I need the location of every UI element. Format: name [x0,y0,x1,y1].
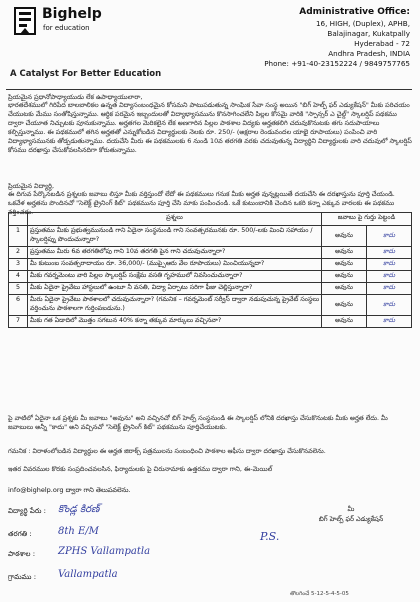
class-label: తరగతి : [8,530,32,538]
answer-yes[interactable]: అవును [322,271,367,283]
brand-subtitle: for education [43,24,90,32]
class-row [8,526,99,540]
office-line: 16, HIGH, (Duplex), APHB, [315,19,410,28]
answer-no-checked[interactable]: కాదు [367,271,412,283]
signature: P.S. [260,530,280,543]
village-label: గ్రామము : [8,573,37,581]
header-divider [6,89,412,90]
village-row [8,569,118,583]
table-header-questions: ప్రశ్నలు [28,213,322,226]
note-text: గమనిక : విరాళంలోబడిన విద్యార్థుల ఈ అర్హత జిరాక్స్ పత్రములను సంబంధించి పాఠశాల ఆఫీసు ద్వారా దరఖాస్తు చేసుకొనవలెను. [8,447,326,455]
table-row [9,247,412,259]
question-text: మీకు గవర్నమెంటు వారి పిల్లల స్కాలర్షిప్ సంక్షేమ వసతి గృహములో నివసించుచున్నారా? [28,271,322,283]
letterhead [8,6,412,86]
signer-org: బిగ్ హెల్ప్ ఫర్ ఎడ్యుకేషన్ [318,515,384,523]
table-row [9,226,412,247]
question-text: ప్రస్తుతము మీరు 6వ తరగతిలోపు గాని 10వ తరగతి పైన గాని చదువుచున్నారా? [28,247,322,259]
office-phone: Phone: +91-40-23152224 / 9849757765 [264,59,410,68]
table-header-answer: జవాబు పై గుర్తు పెట్టండి [322,213,412,226]
row-number: 5 [9,283,28,295]
office-line: Andhra Pradesh, INDIA [328,49,410,58]
letter-body-2: ఈ దిగువ పేర్కొనబడిన ప్రశ్నలకు జవాబు లిస్తూ మీకు వర్తిస్తుందో లేదో ఈ పథకములు గనుక మీకు అర్హత వున్నట్లయితే దయచేసి ఈ దరఖాస్తును పూర్తి చేయండి. ఒకవేళ అర్హతను పొందినచో "సెలెక్ట్ ట్రైనింగ్ కిట్" పథకమును పూర్తి చేసి మాకు పంపించండి. ఒకే కుటుంబానికి చెందిన ఒకరి కన్నా ఎక్కువ వారలకు ఈ పథకము వర్తించదు. [8,190,395,216]
answer-yes[interactable]: అవును [322,316,367,328]
answer-yes[interactable]: అవును [322,226,367,247]
row-number: 1 [9,226,28,247]
letter-body-1: భారతదేశములో గిరిపేద బాలబాలికల ఉన్నత విద్యాసంబంధమైన కోసమని పాటుపడుతున్న సాంఘిక సేవా సంస్థ అయిన "బిగ్ హెల్ప్ ఫర్ ఎడ్యుకేషన్" మీకు పరిచయం చేయుటకు మేము సంతోషిస్తున్నాము. ఆర్థిక పరమైన ఇబ్బందులతో విద్యాభ్యాసమును కొనసాగించలేని పిల్లల కోసమై వారికి "స్పాన్సర్ ఎ చైల్డ్" స్కాలర్షిప్ పథకము ద్వారా చేయూత నిచ్చుటకు పూనుకున్నాము. అర్హతగల మెరికలైన లేక అణగారిన పిల్లల పాఠశాల విద్యకు అర్హతకలిగి చదువుకొనుటకు తగు సదుపాయాలు కల్పిస్తున్నాము. ఈ పథకములో తగిన అర్హతతో ఎన్నుకోబడిన విద్యార్థులకు నెలకు రూ. 250/- (అక్షరాల రెండువందల యాభై రూపాయలు) పంపించి వారి విద్యాభ్యాసమునకు తోడ్పడుతున్నాము. దయచేసి మీరు ఈ పథకములకు 6 నుండి 10వ తరగతి వరకు చదువుతున్న విద్యార్థిని విద్యార్థులకు వారి చదువులో స్కాలర్షిప్ కోసము దరఖాస్తు చేసుకోవలసినదిగా కోరుతున్నాము. [8,101,412,154]
row-number: 7 [9,316,28,328]
answer-yes[interactable]: అవును [322,259,367,271]
row-number: 3 [9,259,28,271]
table-row [9,259,412,271]
salutation-teachers: ప్రియమైన ప్రధానోపాధ్యాయుడు లేక ఉపాధ్యాయులారా, [8,93,143,101]
office-title: Administrative Office: [299,7,410,17]
signer-block [296,505,406,525]
table-header-row [9,213,412,226]
salutation-student: ప్రియమైన విద్యార్థి, [8,182,54,190]
table-header [9,213,28,226]
office-line: Balajinagar, Kukatpally [327,29,410,38]
signer-label: మీ [347,505,355,513]
table-row [9,295,412,316]
answer-yes[interactable]: అవును [322,295,367,316]
answer-no-checked[interactable]: కాదు [367,247,412,259]
village-field[interactable]: Vallampatla [58,569,118,580]
row-number: 2 [9,247,28,259]
student-name-label: విద్యార్థి పేరు : [8,507,46,515]
question-text: మీ కుటుంబ సంవత్సరాదాయం రూ. 36,000/- (ముప్పైఆరు వేల రూపాయలు) మించియున్నదా? [28,259,322,271]
row-number: 4 [9,271,28,283]
office-address [220,7,410,69]
footer-note: తొలగించే 5-12-5-4-5-05 [290,591,349,597]
question-text: మీరు ఏదైనా ప్రైవేటు పాఠశాలలో చదువుచున్నారా? (గమనిక – గవర్నమెంట్ సర్వీస్ ద్వారా నడుపుచున్న ప్రైవేట్ సంస్థలు వర్తించును పాఠశాలగా గుర్తింపబడును.) [28,295,322,316]
class-field[interactable]: 8th E/M [58,526,99,537]
answer-no-checked[interactable]: కాదు [367,295,412,316]
office-line: Hyderabad - 72 [354,39,410,48]
question-text: మీకు ఏదైనా ప్రైవేటు హాస్టలులో ఉంటూ నీ వసతి, విద్యా ఏర్పాటు సరిగా ఫీజు చెల్లిస్తున్నారా? [28,283,322,295]
student-name-field[interactable]: కొండ్ల కిరణ్ [58,504,100,515]
row-number: 6 [9,295,28,316]
table-row [9,271,412,283]
bighelp-logo-icon [12,6,38,36]
table-row [9,283,412,295]
instructions-text: పై వాటిలో ఏదైనా ఒక ప్రశ్నకు మీ జవాబు "అవును" అని వచ్చినచో బిగ్ హెల్ప్ సంస్థనుండి ఈ స్కాలర్షిప్ లోనికి దరఖాస్తు చేసుకొనుటకు మీకు అర్హత లేదు. మీ జవాబులు అన్నీ "కాదు" అని వచ్చినచో "సెలెక్ట్ ట్రైనింగ్ కిట్" పథకమును పూర్తిచేయుటకు. [8,414,388,431]
contact-text: ఇతర వివరముల కొరకు సంప్రదించవలసిన, ఫిర్యాదులకు పై చిరునామాకు ఉత్తరము ద్వారా గాని, ఈ-మెయిల్ [8,465,273,473]
school-field[interactable]: ZPHS Vallampatla [58,546,151,557]
contact-email: info@bighelp.org ద్వారా గాని తెలుపవలెను. [8,486,131,494]
answer-no-checked[interactable]: కాదు [367,283,412,295]
student-name-row [8,504,100,517]
answer-no-checked[interactable]: కాదు [367,259,412,271]
question-text: ప్రస్తుతము మీకు ప్రభుత్వమునుండి గాని ఏదైనా సంస్థనుండి గాని సంవత్సరమునకు రూ. 500/-లకు మించి సహాయం / స్కాలర్షిప్ను పొందుచున్నారా? [28,226,322,247]
answer-no-checked[interactable]: కాదు [367,316,412,328]
table-row [9,316,412,328]
school-row [8,546,151,560]
brand-name: Bighelp [42,6,102,22]
school-label: పాఠశాల : [8,550,36,558]
answer-no-checked[interactable]: కాదు [367,226,412,247]
question-text: మీకు గత ఏడాదిలో మొత్తం సగటున 40% కన్నా తక్కువ మార్కులు వచ్చినవా? [28,316,322,328]
answer-yes[interactable]: అవును [322,283,367,295]
answer-yes[interactable]: అవును [322,247,367,259]
tagline: A Catalyst For Better Education [10,69,162,79]
eligibility-table [8,212,412,328]
